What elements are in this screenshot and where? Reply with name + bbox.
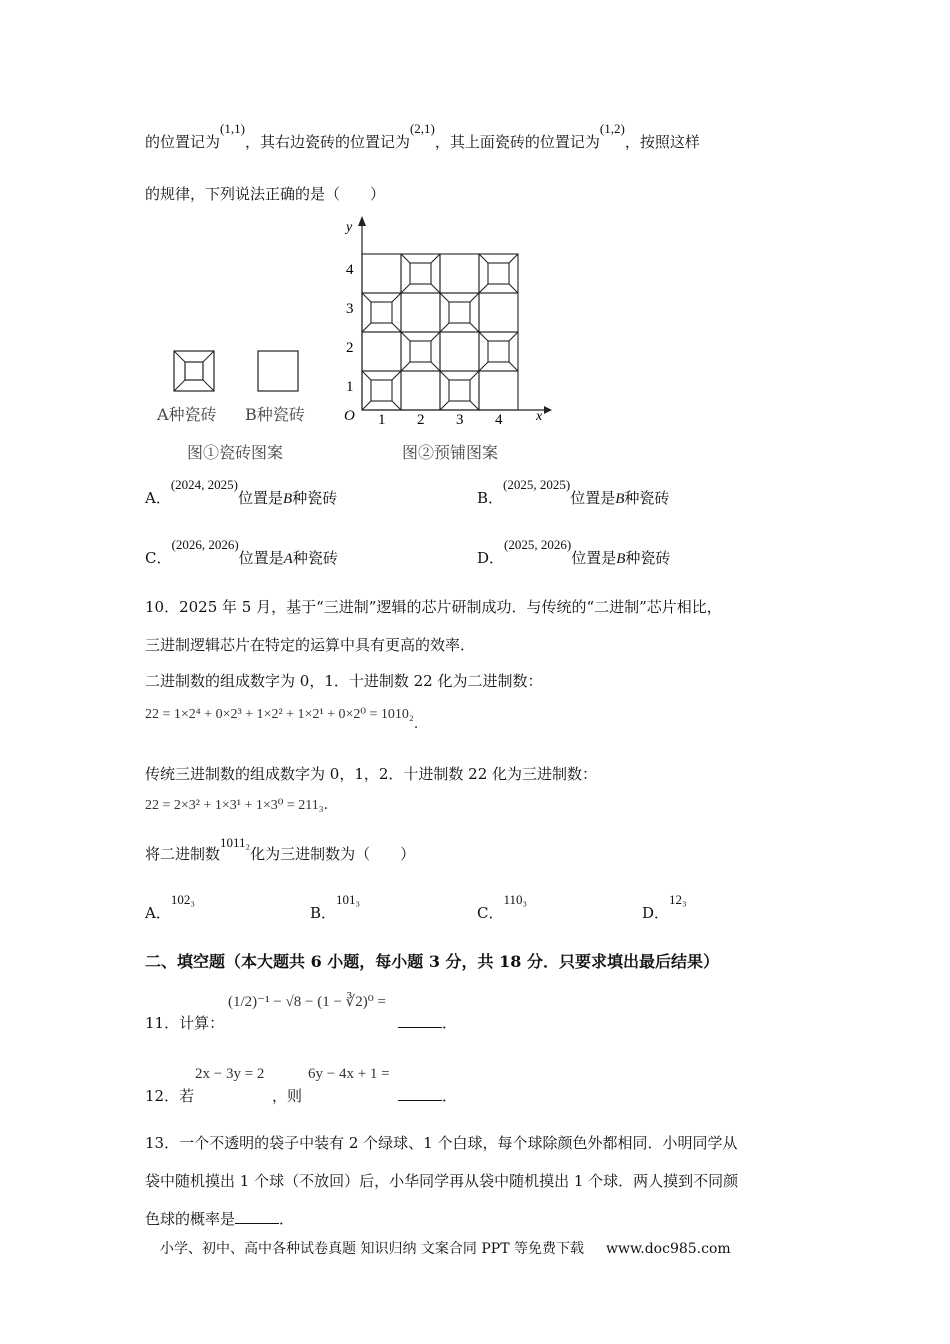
footer-url[interactable]: www.doc985.com <box>605 1241 731 1257</box>
y-tick-3: 3 <box>346 301 354 317</box>
q12-answer[interactable] <box>398 1085 457 1106</box>
option-value: 110₃ <box>503 892 528 907</box>
binary-equation-text: 22 = 1×2⁴ + 0×2³ + 1×2² + 1×2¹ + 0×2⁰ = 1010₂ <box>145 707 414 722</box>
grid-tile-b <box>401 293 440 332</box>
option-coord: (2024, 2025) <box>170 477 239 492</box>
q11-end: ． <box>442 1014 458 1032</box>
option-var: B <box>615 491 625 507</box>
option-letter: A． <box>145 904 171 922</box>
grid-tile-a-corner <box>440 371 449 380</box>
option-value: 12₃ <box>669 892 687 907</box>
q9-intro-a: 的位置记为 <box>145 133 221 151</box>
q10-binary-number: 1011₂ <box>220 835 251 850</box>
q12-expression: 6y − 4x + 1 = <box>308 1066 390 1082</box>
grid-tile-a-corner <box>509 362 518 371</box>
grid-tile-a-inner <box>410 263 431 284</box>
q10-binary-equation <box>145 703 428 732</box>
grid-tile-b <box>362 254 401 293</box>
answer-blank[interactable] <box>398 1086 442 1101</box>
q12-end: ． <box>442 1087 458 1105</box>
grid-tile-b <box>440 332 479 371</box>
q10-question <box>145 835 416 864</box>
grid-tile-a-inner <box>449 302 470 323</box>
q10-line2: 三进制逻辑芯片在特定的运算中具有更高的效率． <box>145 636 476 654</box>
option-text: 位置是 <box>238 489 284 507</box>
grid-tile-a-corner <box>431 362 440 371</box>
grid-tile-a-corner <box>401 284 410 293</box>
x-axis-label: x <box>536 409 543 424</box>
grid-tile-a-corner <box>479 284 488 293</box>
option-tail: 种瓷砖 <box>292 489 338 507</box>
binary-equation-end: ． <box>413 717 428 732</box>
q10-ternary-equation <box>145 794 338 814</box>
grid-tile-a-corner <box>362 323 371 332</box>
option-letter: D． <box>477 549 505 567</box>
option-letter: B． <box>310 904 337 922</box>
grid-tile-a-inner <box>371 380 392 401</box>
y-axis-arrow-icon <box>358 216 366 226</box>
option-text: 位置是 <box>570 489 616 507</box>
option-value: 101₃ <box>336 892 361 907</box>
figure1-caption: 图①瓷砖图案 <box>187 443 284 462</box>
grid-tile-a-corner <box>392 401 401 410</box>
q10-line1: 10．2025 年 5 月，基于“三进制”逻辑的芯片研制成功．与传统的“二进制”芯片相比， <box>145 598 722 616</box>
grid-tile-b <box>362 332 401 371</box>
grid-tile-a-inner <box>488 341 509 362</box>
q9-intro-line1 <box>145 121 700 152</box>
grid-tile-a-corner <box>431 254 440 263</box>
x-tick-4: 4 <box>495 412 503 428</box>
grid-tile-a-corner <box>392 371 401 380</box>
q13-line2: 袋中随机摸出 1 个球（不放回）后，小华同学再从袋中随机摸出 1 个球．两人摸到不同颜 <box>145 1172 739 1190</box>
grid-tile-a-corner <box>440 401 449 410</box>
q9-intro-c: ，其上面瓷砖的位置记为 <box>434 133 600 151</box>
option-var: A <box>283 551 293 567</box>
y-tick-2: 2 <box>346 340 354 356</box>
tile-a-diagram <box>174 351 214 391</box>
ternary-equation-text: 22 = 2×3² + 1×3¹ + 1×3⁰ = 211₃ <box>145 798 324 813</box>
option-letter: C． <box>477 904 504 922</box>
x-tick-1: 1 <box>378 412 386 428</box>
option-var: B <box>616 551 626 567</box>
option-value: 102₃ <box>170 892 195 907</box>
grid-tile-a-corner <box>509 254 518 263</box>
grid-tile-a-corner <box>509 284 518 293</box>
tile-a-label: A种瓷砖 <box>157 405 217 424</box>
grid-tile-a-corner <box>440 323 449 332</box>
q10-ask-b: 化为三进制数为（ ） <box>250 845 416 863</box>
answer-blank[interactable] <box>235 1209 279 1224</box>
ternary-equation-end: ． <box>323 798 338 813</box>
grid-tile-a-corner <box>401 362 410 371</box>
q10-line4: 传统三进制数的组成数字为 0，1，2．十进制数 22 化为三进制数： <box>145 765 598 783</box>
option-coord: (2025, 2025) <box>503 477 571 492</box>
grid-tile-a-inner <box>488 263 509 284</box>
y-tick-4: 4 <box>346 262 354 278</box>
option-letter: C． <box>145 549 172 567</box>
grid-tile-a-corner <box>470 401 479 410</box>
footer-text: 小学、初中、高中各种试卷真题 知识归纳 文案合同 PPT 等免费下载 <box>160 1241 584 1257</box>
q11-answer[interactable] <box>398 1012 457 1033</box>
coord-2-1: (2,1) <box>409 121 435 136</box>
option-text: 位置是 <box>238 549 284 567</box>
grid-tile-a-corner <box>470 293 479 302</box>
option-coord: (2025, 2026) <box>504 537 572 552</box>
grid-tile-b <box>401 371 440 410</box>
grid-tile-a-corner <box>431 332 440 341</box>
option-tail: 种瓷砖 <box>292 549 338 567</box>
q12-label: 12．若 <box>145 1087 195 1105</box>
q9-intro-line2: 的规律，下列说法正确的是（ ） <box>145 185 386 203</box>
grid-tile-a-corner <box>509 332 518 341</box>
y-axis-label: y <box>346 220 353 235</box>
q9-option-a[interactable] <box>145 477 338 508</box>
tile-b-diagram <box>258 351 298 391</box>
origin-label: O <box>344 408 355 424</box>
tile-b-label: B种瓷砖 <box>245 405 305 424</box>
option-letter: B． <box>477 489 504 507</box>
q13-line3-text: 色球的概率是 <box>145 1210 236 1228</box>
grid-tile-b <box>479 371 518 410</box>
option-var: B <box>283 491 293 507</box>
q12-condition: 2x − 3y = 2 <box>195 1066 265 1082</box>
q10-option-b[interactable] <box>310 892 361 923</box>
grid-tile-a-corner <box>362 293 371 302</box>
grid-tile-a-corner <box>401 332 410 341</box>
grid-tile-a-corner <box>362 401 371 410</box>
grid-tile-a-corner <box>470 323 479 332</box>
section-heading: 二、填空题（本大题共 6 小题，每小题 3 分，共 18 分．只要求填出最后结果） <box>145 952 719 971</box>
option-coord: (2026, 2026) <box>171 537 239 552</box>
x-tick-3: 3 <box>456 412 464 428</box>
grid-tile-a-corner <box>479 254 488 263</box>
grid-tile-a-corner <box>401 254 410 263</box>
x-tick-2: 2 <box>417 412 425 428</box>
option-text: 位置是 <box>571 549 617 567</box>
grid-tile-a-corner <box>392 293 401 302</box>
q10-line3: 二进制数的组成数字为 0，1．十进制数 22 化为二进制数： <box>145 672 543 690</box>
q12-mid: ，则 <box>272 1087 303 1105</box>
q11-expression: (1/2)⁻¹ − √8 − (1 − ∛2)⁰ = <box>228 994 386 1010</box>
q10-option-a[interactable] <box>145 892 195 923</box>
q13-line1: 13．一个不透明的袋子中装有 2 个绿球、1 个白球，每个球除颜色外都相同．小明同学从 <box>145 1134 738 1152</box>
grid-tile-a-inner <box>410 341 431 362</box>
grid-tile-a-corner <box>479 332 488 341</box>
grid-tile-a-inner <box>449 380 470 401</box>
grid-tile-a-corner <box>479 362 488 371</box>
q13-line3 <box>145 1208 294 1229</box>
q9-option-c[interactable] <box>145 537 338 568</box>
grid-tile-a-inner <box>371 302 392 323</box>
figure2-caption: 图②预铺图案 <box>402 443 499 462</box>
grid-tile-b <box>479 293 518 332</box>
grid-tile-a-corner <box>440 293 449 302</box>
q10-option-d[interactable] <box>642 892 687 923</box>
q10-option-c[interactable] <box>477 892 528 923</box>
q9-option-d[interactable] <box>477 537 671 568</box>
answer-blank[interactable] <box>398 1013 442 1028</box>
grid-tile-a-corner <box>470 371 479 380</box>
q10-ask-a: 将二进制数 <box>145 845 221 863</box>
q9-option-b[interactable] <box>477 477 670 508</box>
option-letter: A． <box>145 489 171 507</box>
grid-tile-a-corner <box>362 371 371 380</box>
q9-intro-b: ，其右边瓷砖的位置记为 <box>244 133 410 151</box>
coord-1-1: (1,1) <box>220 121 245 136</box>
coord-1-2: (1,2) <box>599 121 625 136</box>
option-tail: 种瓷砖 <box>624 489 670 507</box>
option-tail: 种瓷砖 <box>625 549 671 567</box>
x-axis-arrow-icon <box>544 406 552 414</box>
option-letter: D． <box>642 904 670 922</box>
q13-end: ． <box>279 1210 295 1228</box>
grid-tile-a-corner <box>392 323 401 332</box>
footer <box>160 1238 731 1258</box>
q11-label: 11．计算： <box>145 1014 225 1032</box>
figure-tile-grid <box>330 210 560 428</box>
grid-tile-b <box>440 254 479 293</box>
q9-intro-d: ，按照这样 <box>624 133 700 151</box>
y-tick-1: 1 <box>346 379 354 395</box>
grid-tile-a-corner <box>431 284 440 293</box>
